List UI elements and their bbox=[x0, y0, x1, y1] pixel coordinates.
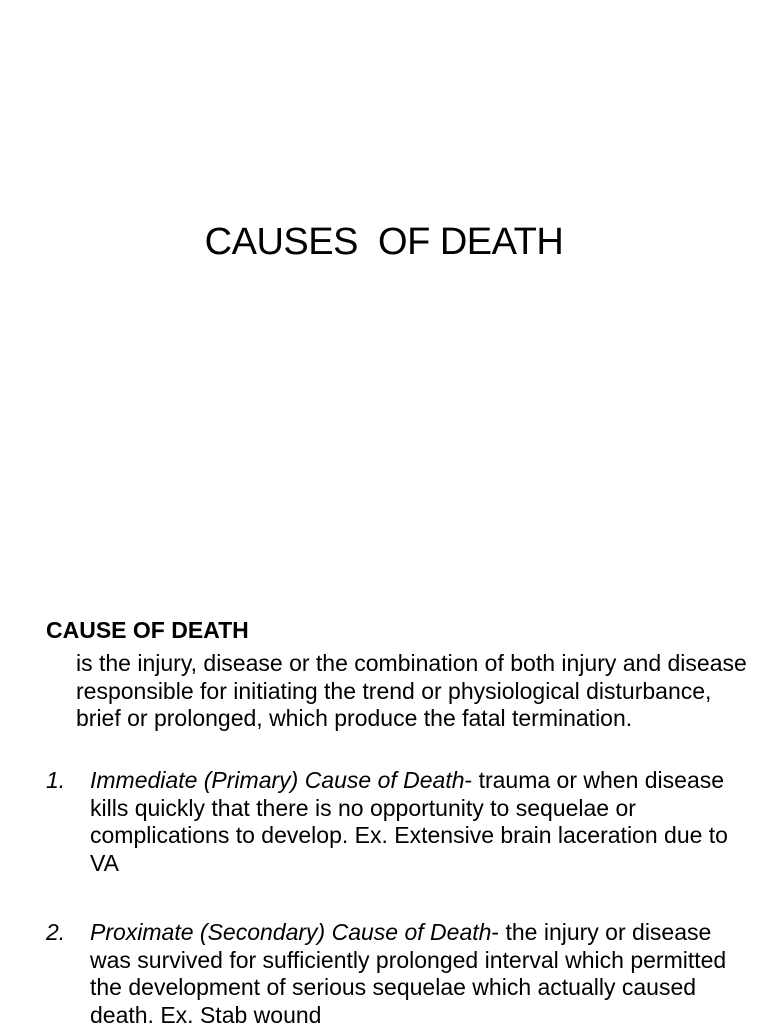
title-slide bbox=[0, 0, 768, 480]
list-item-immediate-cause bbox=[46, 767, 746, 877]
list-item-term: Immediate (Primary) Cause of Death bbox=[90, 767, 465, 793]
list-item-body bbox=[90, 919, 750, 1029]
list-item-text: - trauma or when disease kills quickly that there is no opportunity to sequelae or complications to develop. Ex. Extensive brain laceration due to VA bbox=[90, 767, 728, 876]
list-item-number: 2. bbox=[46, 919, 66, 945]
list-item-text: - the injury or disease was survived for sufficiently prolonged interval which permitted the development of serious sequelae which actually caused death. Ex. Stab wound bbox=[90, 919, 727, 1028]
definition-text: is the injury, disease or the combination of both injury and disease responsible for initiating the trend or physiological disturbance, brief or prolonged, which produce the fatal termination. bbox=[76, 650, 747, 731]
list-item-proximate-cause bbox=[46, 919, 746, 1029]
list-item-body bbox=[90, 767, 750, 877]
content-slide bbox=[0, 600, 768, 1028]
list-item-number: 1. bbox=[46, 767, 66, 793]
slide-title: CAUSES OF DEATH bbox=[204, 221, 564, 263]
list-item-term: Proximate (Secondary) Cause of Death bbox=[90, 919, 492, 945]
section-heading: CAUSE OF DEATH bbox=[46, 617, 249, 643]
